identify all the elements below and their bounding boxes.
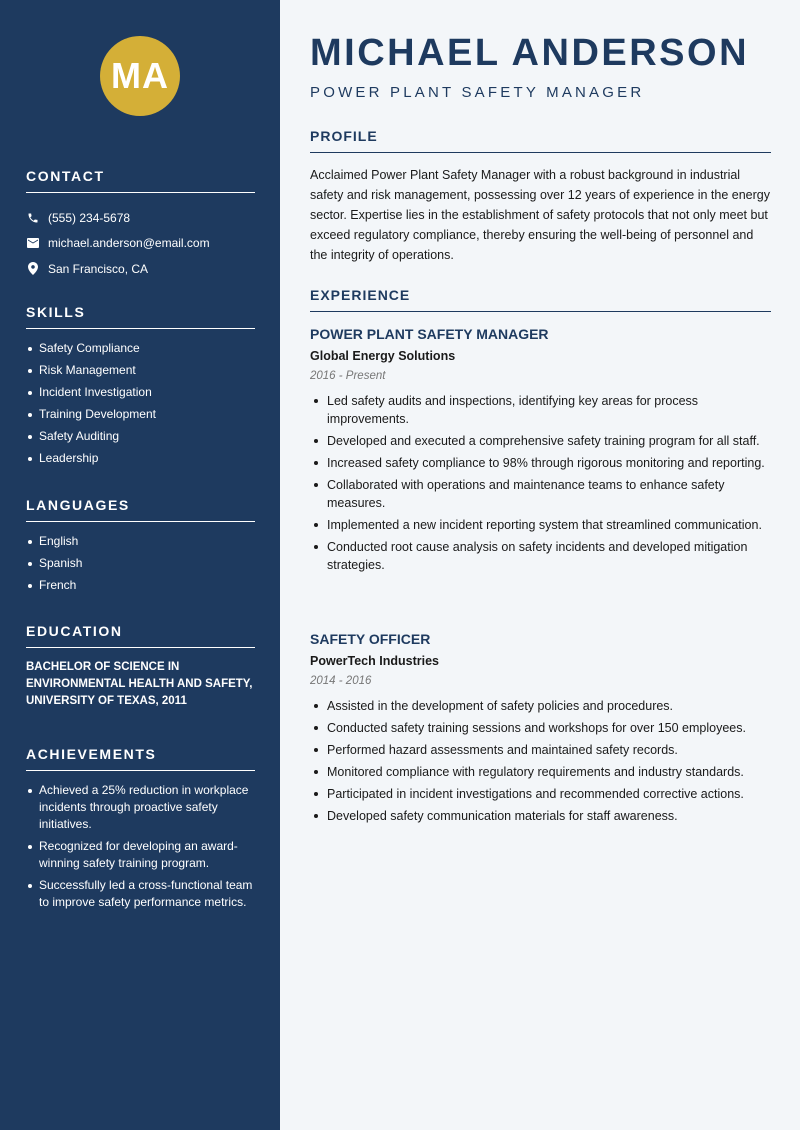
languages-list [26,533,255,594]
location-icon [26,262,39,275]
job-bullet: Developed safety communication materials for staff awareness. [310,807,771,825]
skill-item: Leadership [26,450,255,467]
skill-item: Incident Investigation [26,384,255,401]
achievement-item: Successfully led a cross-functional team to improve safety performance metrics. [26,877,255,911]
education-section [26,623,255,710]
job-bullet: Led safety audits and inspections, identifying key areas for process improvements. [310,392,771,428]
experience-heading: EXPERIENCE [310,287,771,312]
achievements-section [26,746,255,916]
contact-email-text[interactable]: michael.anderson@email.com [48,236,210,251]
skills-list [26,340,255,467]
email-icon [26,237,39,250]
job-company: PowerTech Industries [310,654,439,668]
job-bullets [310,697,771,825]
job-entry [310,326,771,578]
language-item: Spanish [26,555,255,572]
candidate-title: POWER PLANT SAFETY MANAGER [310,84,645,101]
experience-section [310,287,771,312]
contact-location [26,256,255,282]
contact-phone [26,205,255,231]
achievements-heading: ACHIEVEMENTS [26,746,255,771]
contact-section [26,168,255,282]
contact-heading: CONTACT [26,168,255,193]
job-company: Global Energy Solutions [310,349,456,363]
achievement-item: Achieved a 25% reduction in workplace incidents through proactive safety initiatives. [26,782,255,833]
languages-section [26,497,255,599]
education-heading: EDUCATION [26,623,255,648]
job-role: POWER PLANT SAFETY MANAGER [310,326,549,342]
contact-list [26,205,255,282]
job-dates: 2016 - Present [310,370,386,382]
profile-section [310,128,771,265]
language-item: French [26,577,255,594]
job-bullet: Implemented a new incident reporting system that streamlined communication. [310,516,771,534]
job-bullet: Assisted in the development of safety policies and procedures. [310,697,771,715]
education-degree: BACHELOR OF SCIENCE IN ENVIRONMENTAL HEALTH AND SAFETY, UNIVERSITY OF TEXAS, 2011 [26,661,253,707]
contact-email [26,231,255,257]
sidebar [0,0,280,1130]
languages-heading: LANGUAGES [26,497,255,522]
job-dates: 2014 - 2016 [310,675,372,687]
candidate-name: MICHAEL ANDERSON [310,32,750,74]
job-bullet: Participated in incident investigations and recommended corrective actions. [310,785,771,803]
skill-item: Risk Management [26,362,255,379]
job-bullet: Monitored compliance with regulatory requirements and industry standards. [310,763,771,781]
job-bullet: Conducted root cause analysis on safety incidents and developed mitigation strategies. [310,538,771,574]
job-bullet: Conducted safety training sessions and workshops for over 150 employees. [310,719,771,737]
job-bullet: Performed hazard assessments and maintained safety records. [310,741,771,759]
monogram-avatar: MA [100,36,180,116]
skills-section [26,304,255,472]
language-item: English [26,533,255,550]
job-bullet: Developed and executed a comprehensive safety training program for all staff. [310,432,771,450]
job-bullet: Collaborated with operations and maintenance teams to enhance safety measures. [310,476,771,512]
achievements-list [26,782,255,911]
contact-location-text: San Francisco, CA [48,261,149,276]
phone-icon [26,211,39,224]
job-role: SAFETY OFFICER [310,631,431,647]
skill-item: Safety Compliance [26,340,255,357]
skill-item: Training Development [26,406,255,423]
job-bullets [310,392,771,574]
skills-heading: SKILLS [26,304,255,329]
profile-heading: PROFILE [310,128,771,153]
skill-item: Safety Auditing [26,428,255,445]
job-entry [310,631,771,829]
contact-phone-text[interactable]: (555) 234-5678 [48,210,131,225]
job-bullet: Increased safety compliance to 98% through rigorous monitoring and reporting. [310,454,771,472]
achievement-item: Recognized for developing an award-winning safety training program. [26,838,255,872]
profile-text: Acclaimed Power Plant Safety Manager with a robust background in industrial safety and risk management, possessing over 12 years of experience in the energy sector. Expertise lies in the establishment of safety protocols that not only meet but exceed regulatory compliance, thereby ensuring the well-being of personnel and the integrity of operations. [310,168,770,262]
